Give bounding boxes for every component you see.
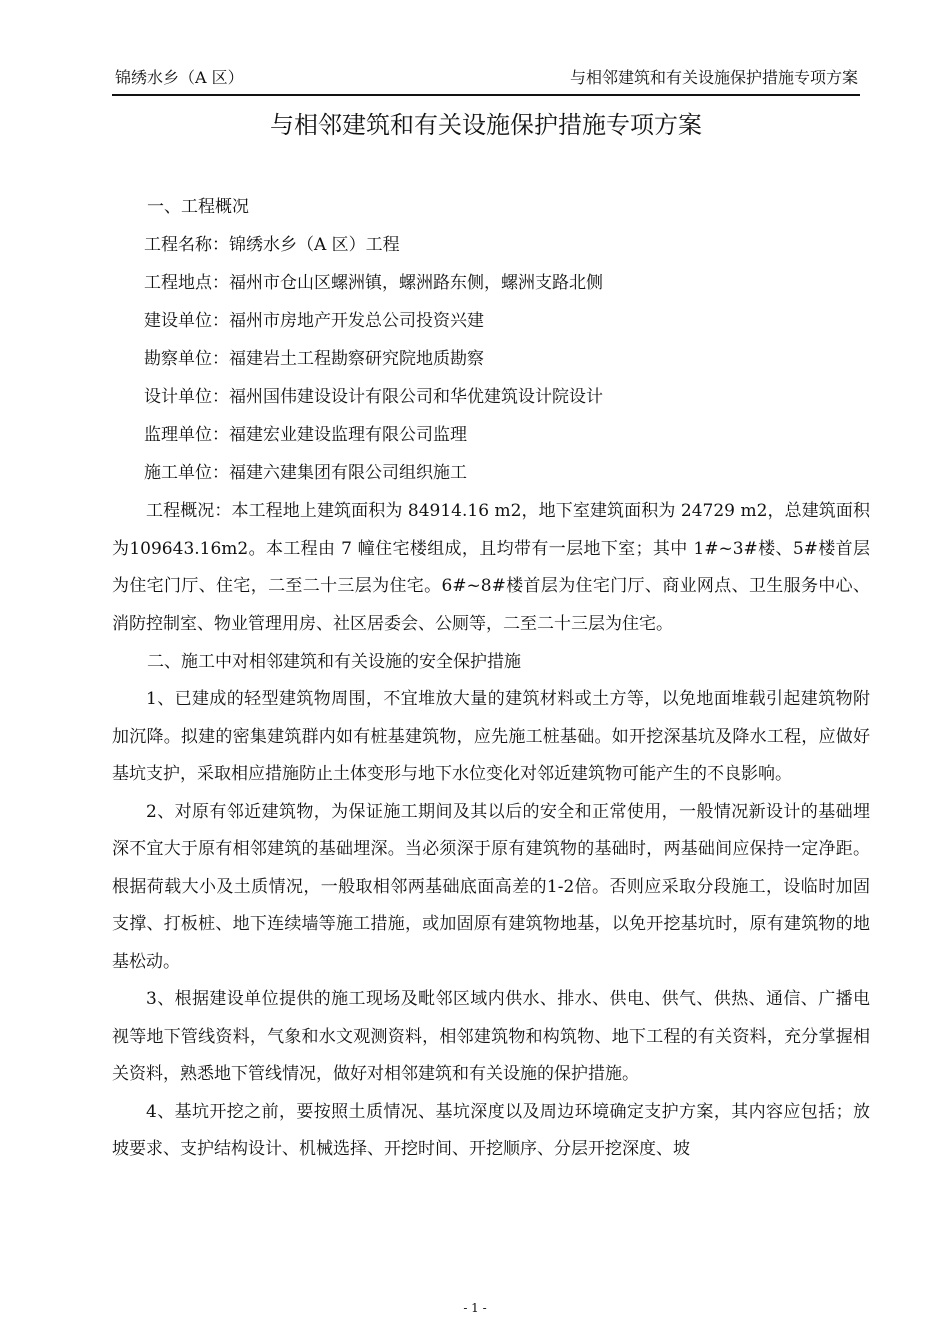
header-document-title: 与相邻建筑和有关设施保护措施专项方案 xyxy=(569,68,858,87)
overview-paragraph: 工程概况：本工程地上建筑面积为 84914.16 m2，地下室建筑面积为 24729 m2，总建筑面积为109643.16m2。本工程由 7 幢住宅楼组成，且均带有一层地下室；其中 1#~3#楼、5#楼首层为住宅门厅、住宅，二至二十三层为住宅。6#~8#楼首层为住宅门厅、商业网点、卫生服务中心、消防控制室、物业管理用房、社区居委会、公厕等，二至二十三层为住宅。 xyxy=(112,501,870,634)
info-project-name: 工程名称：锦绣水乡（A 区）工程 xyxy=(144,235,400,255)
page-number: - 1 - xyxy=(463,1301,487,1315)
paragraph-item-2: 2、对原有邻近建筑物，为保证施工期间及其以后的安全和正常使用，一般情况新设计的基础埋深不宜大于原有相邻建筑的基础埋深。当必须深于原有建筑物的基础时，两基础间应保持一定净距。根据荷载大小及土质情况，一般取相邻两基础底面高差的1-2倍。否则应采取分段施工，设临时加固支撑、打板桩、地下连续墙等施工措施，或加固原有建筑物地基，以免开挖基坑时，原有建筑物的地基松动。 xyxy=(112,801,870,972)
info-design-unit: 设计单位：福州国伟建设设计有限公司和华优建筑设计院设计 xyxy=(144,387,603,407)
page-title: 与相邻建筑和有关设施保护措施专项方案 xyxy=(270,111,702,139)
header-project-name: 锦绣水乡（A 区） xyxy=(115,68,244,87)
section-heading-overview: 一、工程概况 xyxy=(147,197,249,217)
document-body xyxy=(112,188,870,1169)
paragraph-item-1: 1、已建成的轻型建筑物周围，不宜堆放大量的建筑材料或土方等，以免地面堆载引起建筑物附加沉降。拟建的密集建筑群内如有桩基建筑物，应先施工桩基础。如开挖深基坑及降水工程，应做好基坑支护，采取相应措施防止土体变形与地下水位变化对邻近建筑物可能产生的不良影响。 xyxy=(112,689,870,784)
paragraph-item-4: 4、基坑开挖之前，要按照土质情况、基坑深度以及周边环境确定支护方案，其内容应包括；放坡要求、支护结构设计、机械选择、开挖时间、开挖顺序、分层开挖深度、坡 xyxy=(112,1101,870,1159)
section-heading-protection: 二、施工中对相邻建筑和有关设施的安全保护措施 xyxy=(147,652,521,672)
header-divider xyxy=(112,94,860,96)
info-supervision-unit: 监理单位：福建宏业建设监理有限公司监理 xyxy=(144,425,467,445)
info-construction-unit: 施工单位：福建六建集团有限公司组织施工 xyxy=(144,463,467,483)
info-project-location: 工程地点：福州市仓山区螺洲镇，螺洲路东侧，螺洲支路北侧 xyxy=(144,273,603,293)
info-developer: 建设单位：福州市房地产开发总公司投资兴建 xyxy=(144,311,484,331)
info-survey-unit: 勘察单位：福建岩土工程勘察研究院地质勘察 xyxy=(144,349,484,369)
paragraph-item-3: 3、根据建设单位提供的施工现场及毗邻区域内供水、排水、供电、供气、供热、通信、广播电视等地下管线资料，气象和水文观测资料，相邻建筑物和构筑物、地下工程的有关资料，充分掌握相关资料，熟悉地下管线情况，做好对相邻建筑和有关设施的保护措施。 xyxy=(112,989,870,1084)
